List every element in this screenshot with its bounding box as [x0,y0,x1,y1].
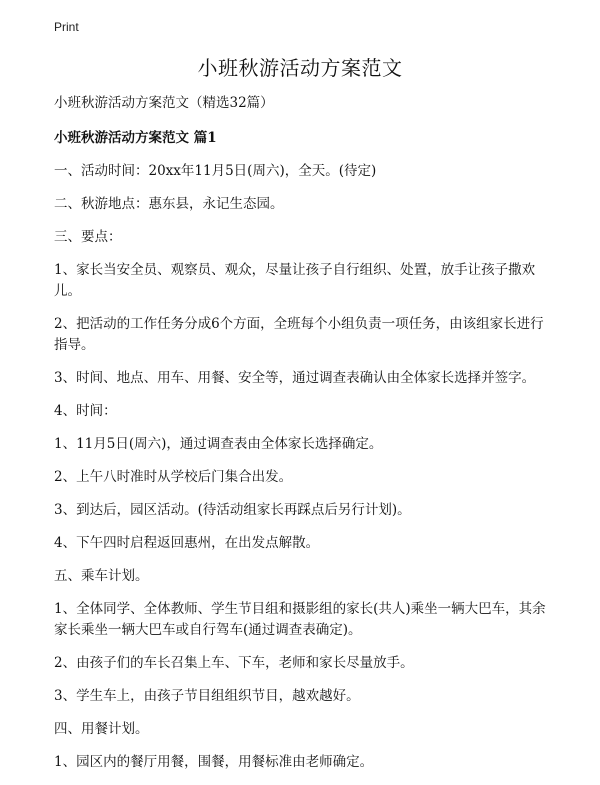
paragraph: 1、全体同学、全体教师、学生节目组和摄影组的家长(共人)乘坐一辆大巴车，其余家长乘坐一辆大巴车或自行驾车(通过调查表确定)。 [54,601,546,638]
document-title: 小班秋游活动方案范文 [197,56,403,80]
paragraph: 2、把活动的工作任务分成6个方面，全班每个小组负责一项任务，由该组家长进行指导。 [54,316,544,353]
paragraph: 3、到达后，园区活动。(待活动组家长再踩点后另行计划)。 [54,502,411,518]
paragraph: 一、活动时间：20xx年11月5日(周六)，全天。(待定) [54,163,377,179]
paragraph: 2、由孩子们的车长召集上车、下车，老师和家长尽量放手。 [54,655,414,671]
paragraph: 1、11月5日(周六)，通过调查表由全体家长选择确定。 [54,436,383,452]
paragraph: 五、乘车计划。 [54,568,149,584]
document-subtitle: 小班秋游活动方案范文（精选32篇） [54,95,274,111]
paragraph: 2、上午八时准时从学校后门集合出发。 [54,469,293,485]
paragraph: 三、要点： [54,229,122,245]
paragraph: 二、秋游地点：惠东县，永记生态园。 [54,196,284,212]
paragraph: 3、时间、地点、用车、用餐、安全等，通过调查表确认由全体家长选择并签字。 [54,370,536,386]
document-body [54,93,554,785]
paragraph: 3、学生车上，由孩子节目组组织节目，越欢越好。 [54,688,360,704]
paragraph: 4、下午四时启程返回惠州，在出发点解散。 [54,535,320,551]
paragraph: 4、时间： [54,403,117,419]
paragraph: 四、用餐计划。 [54,721,149,737]
print-label: Print [54,20,79,34]
paragraph: 1、家长当安全员、观察员、观众，尽量让孩子自行组织、处置，放手让孩子撒欢儿。 [54,262,536,299]
section-heading: 小班秋游活动方案范文 篇1 [54,130,217,146]
paragraph: 1、园区内的餐厅用餐，围餐，用餐标准由老师确定。 [54,754,374,770]
